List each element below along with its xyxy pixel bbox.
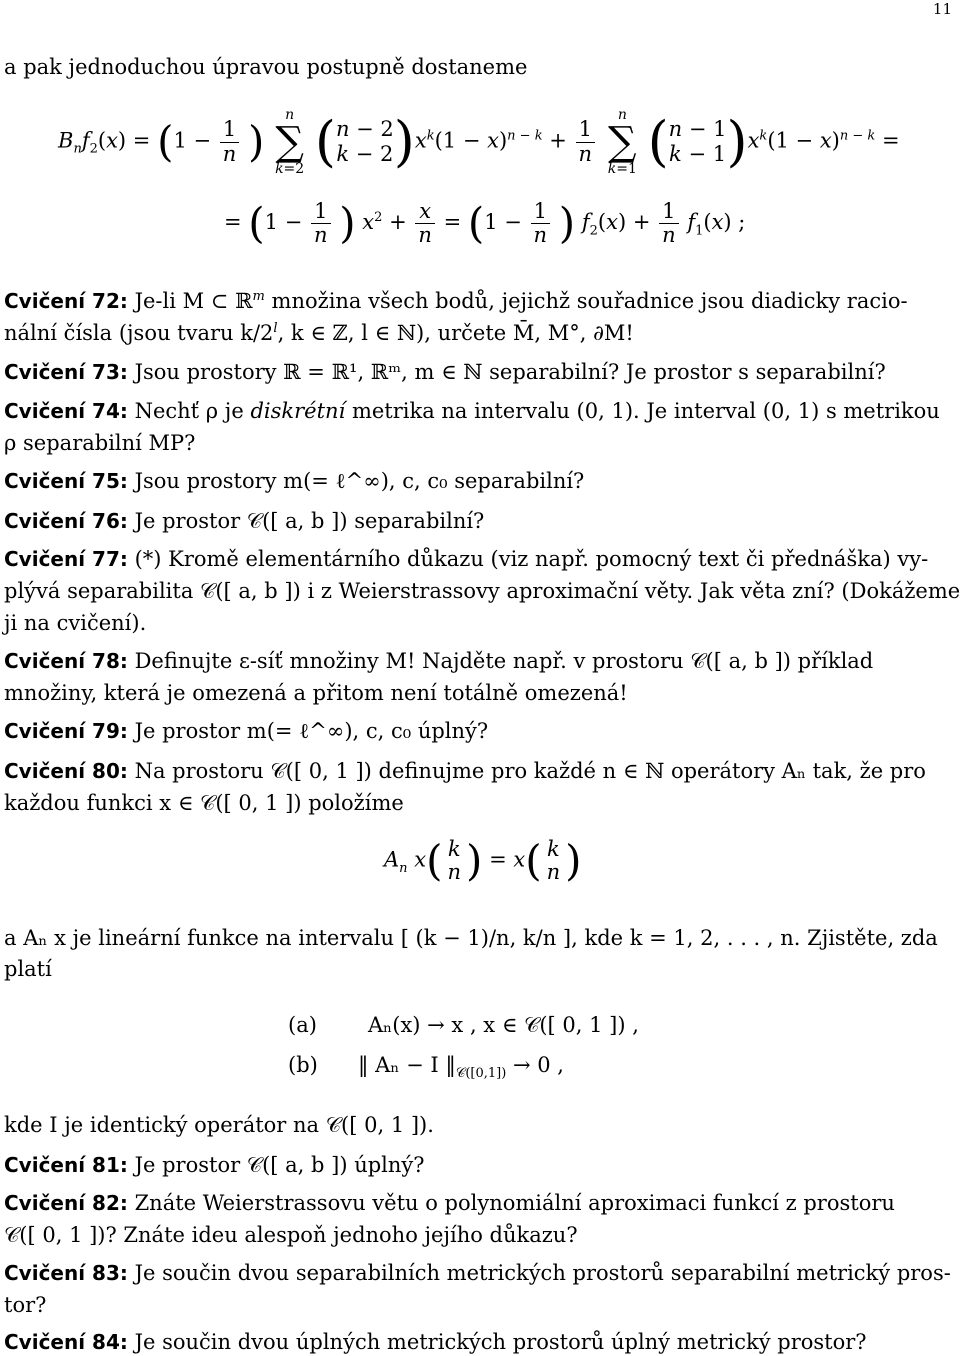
exercise-73: Cvičení 73: Jsou prostory ℝ = ℝ¹, ℝᵐ, m ∈ ℕ separabilní? Je prostor s separabilní?: [4, 360, 886, 384]
exercise-77-line-2: plývá separabilita 𝒞([ a, b ]) i z Weierstrassovy aproximační věty. Jak věta zní? (Dokážeme: [4, 579, 960, 603]
exercise-72-label: Cvičení 72:: [4, 289, 128, 313]
exercise-80-line-2: každou funkci x ∈ 𝒞([ 0, 1 ]) položíme: [4, 791, 404, 815]
exercise-83-label: Cvičení 83:: [4, 1261, 128, 1285]
exercise-75: Cvičení 75: Jsou prostory m(= ℓ^∞), c, c₀ separabilní?: [4, 469, 585, 493]
exercise-82-line-2: 𝒞([ 0, 1 ])? Znáte ideu alespoň jednoho jejího důkazu?: [4, 1223, 578, 1247]
exercise-80-item-b: ‖ Aₙ − I $‖_{𝒞([0,1])} \to 0$ ,: [358, 1053, 564, 1082]
exercise-83-line-2: tor?: [4, 1293, 47, 1317]
exercise-81: Cvičení 81: Je prostor 𝒞([ a, b ]) úplný?: [4, 1153, 425, 1177]
exercise-79: Cvičení 79: Je prostor m(= ℓ^∞), c, c₀ úplný?: [4, 719, 489, 743]
exercise-73-label: Cvičení 73:: [4, 360, 128, 384]
exercise-82-label: Cvičení 82:: [4, 1191, 128, 1215]
intro-text: a pak jednoduchou úpravou postupně dostaneme: [4, 55, 528, 79]
exercise-80-line-5: kde I je identický operátor na 𝒞([ 0, 1 ]).: [4, 1113, 434, 1137]
exercise-80-line-1: Cvičení 80: Na prostoru 𝒞([ 0, 1 ]) definujme pro každé n ∈ ℕ operátory Aₙ tak, že pro: [4, 759, 926, 783]
exercise-74-line-1: Cvičení 74: Nechť ρ je diskrétní metrika na intervalu (0, 1). Je interval (0, 1) s metrikou: [4, 399, 940, 423]
exercise-78-line-1: Cvičení 78: Definujte ε-síť množiny M! Najděte např. v prostoru 𝒞([ a, b ]) příklad: [4, 649, 874, 673]
exercise-77-line-3: ji na cvičení).: [4, 611, 147, 635]
exercise-80-item-a: Aₙ(x) → x , x ∈ 𝒞([ 0, 1 ]) ,: [368, 1013, 639, 1037]
exercise-76: Cvičení 76: Je prostor 𝒞([ a, b ]) separabilní?: [4, 509, 485, 533]
exercise-81-label: Cvičení 81:: [4, 1153, 128, 1177]
exercise-83-line-1: Cvičení 83: Je součin dvou separabilních metrických prostorů separabilní metrický pros-: [4, 1261, 951, 1285]
exercise-80-item-b-label: (b): [288, 1053, 318, 1077]
exercise-72-line-1: Cvičení 72: Je-li M ⊂ ℝ$^m$ množina všech bodů, jejichž souřadnice jsou diadicky racio-: [4, 289, 908, 313]
page-number: 11: [932, 0, 952, 18]
exercise-77-line-1: Cvičení 77: (*) Kromě elementárního důkazu (viz např. pomocný text či přednáška) vy-: [4, 547, 929, 571]
exercise-75-label: Cvičení 75:: [4, 469, 128, 493]
equation-line-1: $B_nf_2(x) = (1$ − $\frac{1}{n}$ ) n ∑ k=2 ( n − 2 k − 2 )$x^k(1 - x)^{n - k}$ + $\frac{1}{n}$ n ∑ k=1 ( n − 1 k − 1 )$x^k(1 - x)^{n - k}$ =: [58, 107, 900, 177]
exercise-80-definition: $A_n$ x( k n ) = x( k n ): [384, 836, 582, 886]
exercise-77-label: Cvičení 77:: [4, 547, 128, 571]
exercise-80-label: Cvičení 80:: [4, 759, 128, 783]
exercise-78-line-2: množiny, která je omezená a přitom není totálně omezená!: [4, 681, 628, 705]
exercise-80-line-3: a Aₙ x je lineární funkce na intervalu [ (k − 1)/n, k/n ], kde k = 1, 2, . . . , n. Zjistěte, zda: [4, 926, 938, 950]
exercise-76-label: Cvičení 76:: [4, 509, 128, 533]
exercise-79-label: Cvičení 79:: [4, 719, 128, 743]
exercise-72-line-2: nální čísla (jsou tvaru k/2$^l$, k ∈ ℤ, l ∈ ℕ), určete M̄, M°, ∂M!: [4, 321, 634, 345]
exercise-74-label: Cvičení 74:: [4, 399, 128, 423]
exercise-80-line-4: platí: [4, 957, 52, 981]
exercise-84-label: Cvičení 84:: [4, 1330, 128, 1354]
exercise-84: Cvičení 84: Je součin dvou úplných metrických prostorů úplný metrický prostor?: [4, 1330, 867, 1354]
exercise-74-line-2: ρ separabilní MP?: [4, 431, 196, 455]
exercise-82-line-1: Cvičení 82: Znáte Weierstrassovu větu o polynomiální aproximaci funkcí z prostoru: [4, 1191, 895, 1215]
equation-line-2: = (1 − $\frac{1}{n}$ ) $x^2$ + $\frac{x}{n}$ = (1 − $\frac{1}{n}$ ) $f_2(x)$ + $\frac{1}{n}$ $f_1(x)$ ;: [224, 198, 746, 248]
exercise-80-item-a-label: (a): [288, 1013, 317, 1037]
exercise-78-label: Cvičení 78:: [4, 649, 128, 673]
